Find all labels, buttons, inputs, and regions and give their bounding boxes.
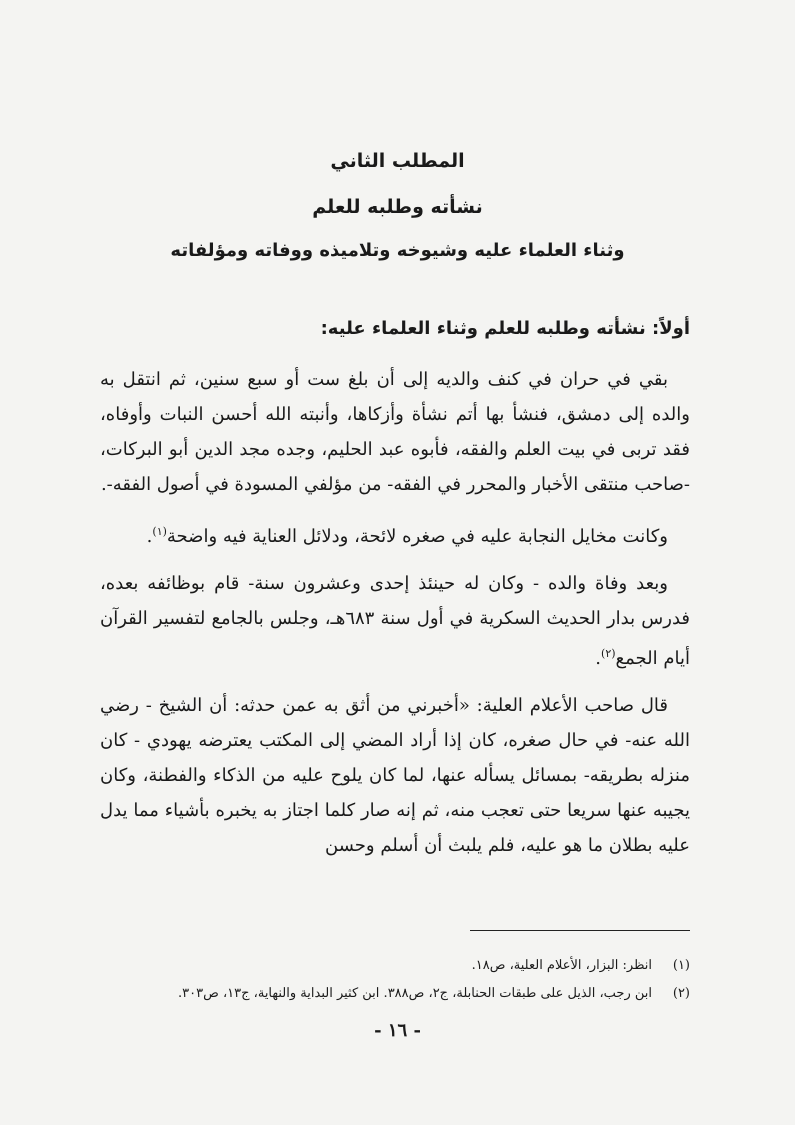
footnotes [100, 952, 690, 1008]
footnote-number: (١) [672, 958, 690, 973]
footnote [100, 980, 690, 1008]
paragraph: قال صاحب الأعلام العلية: «أخبرني من أثق به عمن حدثه: أن الشيخ - رضي الله عنه- في حال صغره، كان إذا أراد المضي إلى المكتب يعترضه يهودي - كان منزله بطريقه- بمسائل يسأله عنها، لما كان يلوح عليه من الذكاء والفطنة، وكان يجيبه عنها سريعا حتى تعجب منه، ثم إنه صار كلما اجتاز به يخبره بأشياء مما يدل عليه بطلان ما هو عليه، فلم يلبث أن أسلم وحسن [100, 695, 690, 856]
section-subheading-2: وثناء العلماء عليه وشيوخه وتلاميذه ووفاته ومؤلفاته [170, 240, 625, 261]
section-heading: المطلب الثاني [330, 150, 465, 172]
page-number: - ١٦ - [374, 1020, 421, 1041]
section-subheading: نشأته وطلبه للعلم [312, 196, 483, 218]
footnote-divider [470, 930, 690, 931]
paragraph: بقي في حران في كنف والديه إلى أن بلغ ست أو سبع سنين، ثم انتقل به والده إلى دمشق، فنشأ بها أتم نشأة وأزكاها، وأنبته الله أحسن النبات وأوفاه، فقد تربى في بيت العلم والفقه، فأبوه عبد الحليم، وجده مجد الدين أبو البركات، -صاحب منتقى الأخبار والمحرر في الفقه- من مؤلفي المسودة في أصول الفقه-. [100, 369, 690, 495]
footnote-number: (٢) [672, 986, 690, 1001]
body-text [100, 362, 690, 875]
subsection-title: أولاً: نشأته وطلبه للعلم وثناء العلماء عليه: [320, 318, 690, 339]
footnote-ref[interactable]: (١) [152, 525, 167, 538]
paragraph: وبعد وفاة والده - وكان له حينئذ إحدى وعشرون سنة- قام بوظائفه بعده، فدرس بدار الحديث السكرية في أول سنة ٦٨٣هـ، وجلس بالجامع لتفسير القرآن أيام الجمع$^{(٢)}$. [100, 573, 690, 669]
footnote-ref[interactable]: (٢) [601, 647, 616, 660]
paragraph: وكانت مخايل النجابة عليه في صغره لائحة، ودلائل العناية فيه واضحة$^{(١)}$. [146, 525, 668, 547]
footnote-text: ابن رجب، الذيل على طبقات الحنابلة، ج٢، ص٣٨٨. ابن كثير البداية والنهاية، ج١٣، ص٣٠٣. [178, 986, 652, 1001]
footnote-text: انظر: البزار، الأعلام العلية، ص١٨. [471, 958, 652, 973]
footnote [100, 952, 690, 980]
chapter-headings [0, 150, 795, 261]
